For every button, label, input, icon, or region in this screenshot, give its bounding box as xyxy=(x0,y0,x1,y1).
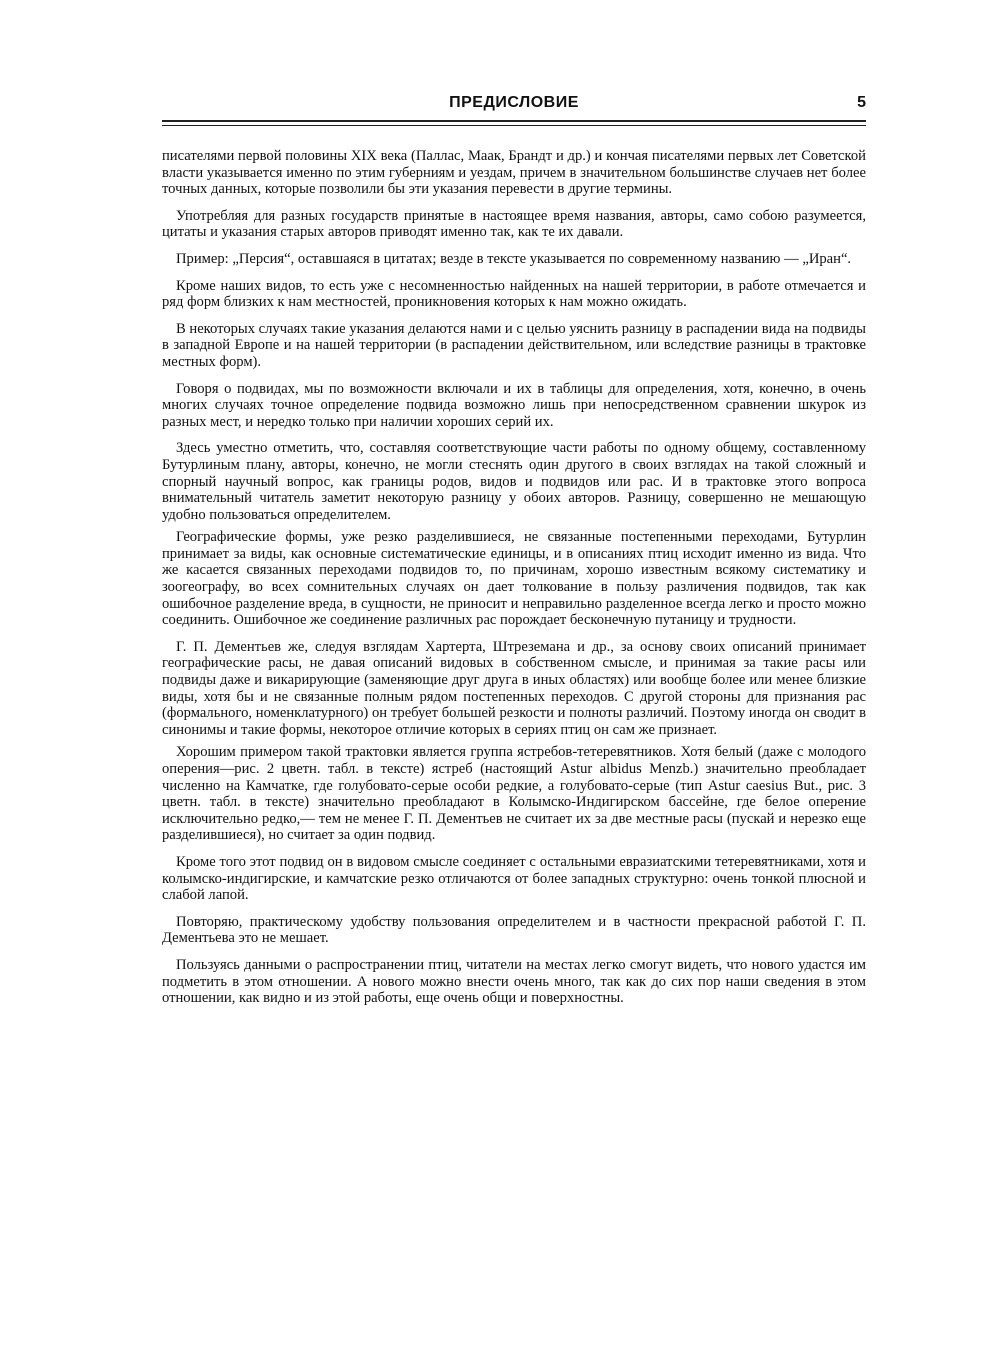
paragraph-3: Пример: „Персия“, оставшаяся в цитатах; везде в тексте указывается по современному названию — „Иран“. xyxy=(176,250,852,267)
running-title: ПРЕДИСЛОВИЕ xyxy=(449,94,579,111)
paragraph-11: Кроме того этот подвид он в видовом смысле соединяет с остальными евразиатскими тетеревятниками, хотя и колымско-индигирские, и камчатские резко отличаются от более западных структурно: очень тонкой плюсной и слабой лапой. xyxy=(162,853,866,904)
header-rule-thick xyxy=(162,120,866,122)
page-number: 5 xyxy=(857,94,866,111)
paragraph-5: В некоторых случаях такие указания делаются нами и с целью уяснить разницу в распадении вида на подвиды в западной Европе и на нашей территории (в распадении действительном, или вследствие разницы в трактовке местных форм). xyxy=(162,320,866,370)
paragraph-12: Повторяю, практическому удобству пользования определителем и в частности прекрасной работой Г. П. Дементьева это не мешает. xyxy=(162,913,866,947)
page-header xyxy=(162,92,866,118)
paragraph-1: писателями первой половины XIX века (Паллас, Маак, Брандт и др.) и кончая писателями первых лет Советской власти указывается именно по этим губерниям и уездам, причем в значительном большинстве случаев нет более точных данных, которые позволили бы эти указания перевести в другие термины. xyxy=(162,148,866,198)
paragraph-2: Употребляя для разных государств принятые в настоящее время названия, авторы, само собою разумеется, цитаты и указания старых авторов приводят именно так, как те их давали. xyxy=(162,207,866,241)
paragraph-13: Пользуясь данными о распространении птиц, читатели на местах легко смогут видеть, что нового удастся им подметить в этом отношении. А нового можно внести очень много, так как до сих пор наши сведения в этом отношении, как видно и из этой работы, еще очень общи и поверхностны. xyxy=(162,956,866,1007)
paragraph-4: Кроме наших видов, то есть уже с несомненностью найденных на нашей территории, в работе отмечается и ряд форм близких к нам местностей, проникновения которых к нам можно ожидать. xyxy=(162,277,866,311)
page xyxy=(162,92,866,1013)
paragraph-6: Говоря о подвидах, мы по возможности включали и их в таблицы для определения, хотя, конечно, в очень многих случаях точное определение подвида возможно лишь при непосредственном сравнении шкурок из разных мест, и нередко только при наличии хороших серий их. xyxy=(162,380,866,430)
body-text xyxy=(162,148,866,1007)
paragraph-7: Здесь уместно отметить, что, составляя соответствующие части работы по одному общему, составленному Бутурлиным плану, авторы, конечно, не могли стеснять один другого в своих взглядах на такой сложный и спорный научный вопрос, как границы родов, видов и подвидов или рас. И в трактовке этого вопроса внимательный читатель заметит некоторую разницу у обоих авторов. Разницу, совершенно не мешающую удобно пользоваться определителем. xyxy=(162,440,866,523)
paragraph-9: Г. П. Дементьев же, следуя взглядам Хартерта, Штреземана и др., за основу своих описаний принимает географические расы, не давая описаний видовых в собственном смысле, и принимая за такие расы или подвиды даже и викарирующие (заменяющие друг друга в иных областях) или вообще более или менее близкие виды, хотя бы и не связанные полным рядом постепенных переходов. С другой стороны для признания рас (формального, номенклатурного) он требует большей резкости и полноты различий. Поэтому иногда он сводит в синонимы и такие формы, некоторое отличие которых в сериях птиц он сам же признает. xyxy=(162,638,866,738)
paragraph-8: Географические формы, уже резко разделившиеся, не связанные постепенными переходами, Бутурлин принимает за виды, как основные систематические единицы, и в описаниях птиц исходит именно из вида. Что же касается связанных переходами подвидов то, по причинам, хорошо известным всякому систематику и зоогеографу, во всех сомнительных случаях он дает толкование в пользу различения подвидов, так как ошибочное разделение вреда, в сущности, не приносит и неправильно разделенное всегда легко и просто можно соединить. Ошибочное же соединение различных рас порождает бесконечную путаницу и трудности. xyxy=(162,529,866,629)
paragraph-10: Хорошим примером такой трактовки является группа ястребов-тетеревятников. Хотя белый (даже с молодого оперения—рис. 2 цветн. табл. в тексте) ястреб (настоящий Astur albidus Menzb.) значительно преобладает численно на Камчатке, где голубовато-серые особи редкие, а голубовато-серые (тип Astur caesius But., рис. 3 цветн. табл. в тексте) значительно преобладают в Колымско-Индигирском бассейне, где белое оперение исключительно редко,— тем не менее Г. П. Дементьев не считает их за две местные расы (пускай и нерезко еще разделившиеся), но считает за один подвид. xyxy=(162,744,866,844)
header-rule-thin xyxy=(162,125,866,126)
